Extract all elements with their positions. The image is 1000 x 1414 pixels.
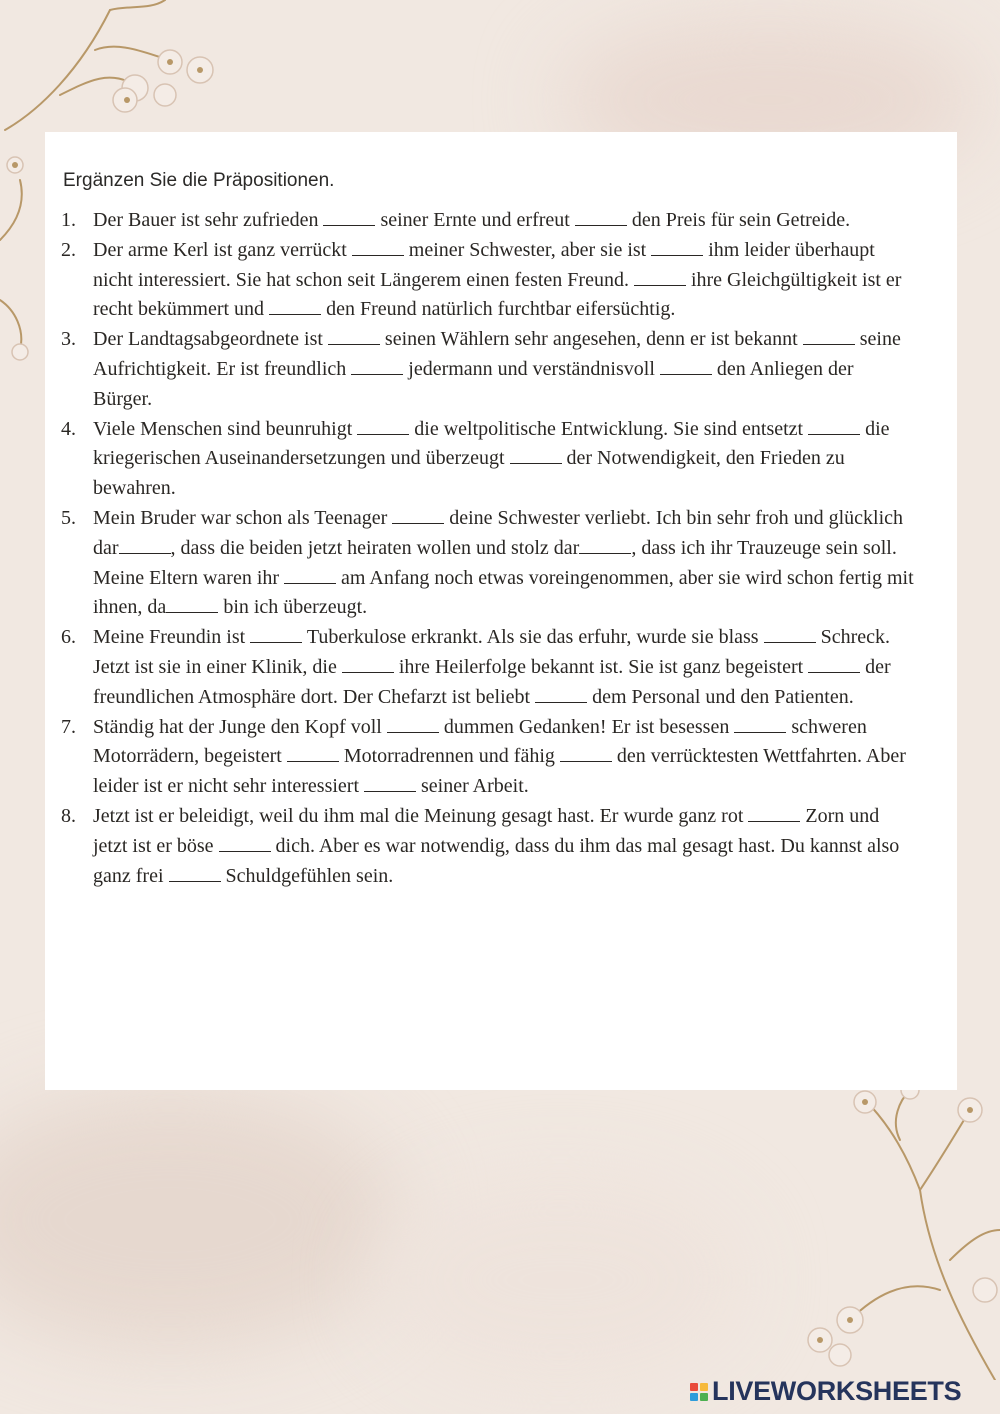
exercise-text-segment: Schreck. Jetzt ist sie in einer Klinik, die <box>93 626 890 678</box>
exercise-number: 7. <box>61 715 76 738</box>
answer-blank[interactable] <box>392 509 444 524</box>
exercise-text-segment: der Notwendigkeit, den Frieden zu bewahren. <box>93 447 845 500</box>
exercise-text-segment: seiner Ernte und erfreut <box>375 209 575 231</box>
exercise-text-segment: den Anliegen der Bürger. <box>93 357 854 410</box>
exercise-text-segment: Der Landtagsabgeordnete ist <box>93 328 328 351</box>
exercise-text-segment: ihre Gleichgültigkeit ist er recht bekümmert und <box>93 268 902 321</box>
exercise-text-segment: den Preis für sein Getreide. <box>626 209 851 231</box>
exercise-number: 2. <box>61 238 76 261</box>
exercise-text-segment: dich. Aber es war notwendig, dass du ihm das mal gesagt hast. Du kannst also ganz frei <box>93 834 900 887</box>
exercise-text-segment: Meine Freundin ist <box>93 626 251 649</box>
exercise-text <box>93 236 917 325</box>
exercise-list <box>61 206 917 891</box>
answer-blank[interactable] <box>119 539 171 554</box>
answer-blank[interactable] <box>808 658 860 673</box>
exercise-item <box>61 415 917 504</box>
exercise-number: 3. <box>61 328 76 351</box>
exercise-item <box>61 623 917 712</box>
logo-square <box>700 1393 708 1401</box>
exercise-text-segment: Schuldgefühlen sein. <box>220 864 394 887</box>
exercise-text-segment: , dass die beiden jetzt heiraten wollen und stolz dar <box>170 536 580 559</box>
exercise-text-segment: den verrücktesten Wettfahrten. Aber leider ist er nicht sehr interessiert <box>93 745 906 798</box>
answer-blank[interactable] <box>634 271 686 286</box>
exercise-item <box>61 206 917 236</box>
exercise-text-segment: den Freund natürlich furchtbar eifersüchtig. <box>321 298 676 321</box>
exercise-text-segment: dummen Gedanken! Er ist besessen <box>438 715 735 738</box>
exercise-text-segment: Tuberkulose erkrankt. Als sie das erfuhr, wurde sie blass <box>302 626 764 649</box>
exercise-number: 5. <box>61 506 76 529</box>
answer-blank[interactable] <box>579 539 631 554</box>
exercise-text <box>93 713 917 802</box>
answer-blank[interactable] <box>803 330 855 345</box>
answer-blank[interactable] <box>284 569 336 584</box>
exercise-text <box>93 623 917 712</box>
exercise-text <box>93 415 917 504</box>
answer-blank[interactable] <box>323 211 375 226</box>
answer-blank[interactable] <box>250 628 302 643</box>
exercise-text-segment: Der Bauer ist sehr zufrieden <box>93 209 324 231</box>
answer-blank[interactable] <box>748 807 800 822</box>
liveworksheets-wordmark: LIVEWORKSHEETS <box>712 1376 962 1406</box>
exercise-text-segment: seinen Wählern sehr angesehen, denn er ist bekannt <box>379 328 803 351</box>
answer-blank[interactable] <box>660 360 712 375</box>
logo-square <box>690 1393 698 1401</box>
exercise-text-segment: Viele Menschen sind beunruhigt <box>93 417 358 440</box>
exercise-text-segment: schweren Motorrädern, begeistert <box>93 715 867 768</box>
answer-blank[interactable] <box>560 747 612 762</box>
exercise-item <box>61 325 917 414</box>
answer-blank[interactable] <box>342 658 394 673</box>
logo-square <box>690 1383 698 1391</box>
exercise-item <box>61 236 917 325</box>
exercise-text-segment: Motorradrennen und fähig <box>338 745 560 768</box>
exercise-text-segment: seine Aufrichtigkeit. Er ist freundlich <box>93 328 901 380</box>
answer-blank[interactable] <box>364 777 416 792</box>
exercise-number: 1. <box>61 209 76 231</box>
answer-blank[interactable] <box>651 241 703 256</box>
logo-square <box>700 1383 708 1391</box>
exercise-text-segment: seiner Arbeit. <box>416 775 529 798</box>
answer-blank[interactable] <box>764 628 816 643</box>
exercise-item <box>61 802 917 891</box>
exercise-item <box>61 504 917 623</box>
answer-blank[interactable] <box>387 718 439 733</box>
exercise-text-segment: der freundlichen Atmosphäre dort. Der Chefarzt ist beliebt <box>93 655 891 708</box>
exercise-item <box>61 713 917 802</box>
exercise-text <box>93 504 917 623</box>
answer-blank[interactable] <box>575 211 627 226</box>
answer-blank[interactable] <box>808 420 860 435</box>
answer-blank[interactable] <box>219 837 271 852</box>
exercise-number: 6. <box>61 626 76 649</box>
floral-twig-bottom-right-icon <box>780 1080 1000 1380</box>
answer-blank[interactable] <box>169 867 221 882</box>
answer-blank[interactable] <box>510 449 562 464</box>
exercise-text <box>93 325 917 414</box>
exercise-text-segment: Zorn und jetzt ist er böse <box>93 804 880 857</box>
exercise-number: 8. <box>61 804 76 827</box>
bg-watercolor-blot <box>0 1090 400 1350</box>
exercise-text-segment: ihre Heilerfolge bekannt ist. Sie ist ganz begeistert <box>393 655 809 678</box>
exercise-text-segment: Ständig hat der Junge den Kopf voll <box>93 715 387 738</box>
exercise-text-segment: meiner Schwester, aber sie ist <box>403 238 652 261</box>
answer-blank[interactable] <box>535 688 587 703</box>
exercise-text-segment: dem Personal und den Patienten. <box>587 685 854 708</box>
worksheet-instruction: Ergänzen Sie die Präpositionen. <box>63 170 335 191</box>
exercise-text-segment: am Anfang noch etwas voreingenommen, aber sie wird schon fertig mit ihnen, da <box>93 566 914 619</box>
answer-blank[interactable] <box>734 718 786 733</box>
answer-blank[interactable] <box>351 360 403 375</box>
exercise-text <box>93 802 917 891</box>
answer-blank[interactable] <box>357 420 409 435</box>
answer-blank[interactable] <box>328 330 380 345</box>
exercise-text-segment: deine Schwester verliebt. Ich bin sehr froh und glücklich dar <box>93 506 903 559</box>
bg-watercolor-blot <box>380 1180 740 1380</box>
exercise-text-segment: ihm leider überhaupt nicht interessiert. Sie hat schon seit Längerem einen festen Freund. <box>93 238 875 291</box>
exercise-text-segment: die kriegerischen Auseinandersetzungen und überzeugt <box>93 417 890 470</box>
liveworksheets-logo-icon <box>690 1383 708 1401</box>
exercise-text-segment: die weltpolitische Entwicklung. Sie sind entsetzt <box>409 417 809 440</box>
worksheet-page <box>45 132 957 1090</box>
liveworksheets-logo <box>690 1376 961 1407</box>
answer-blank[interactable] <box>269 300 321 315</box>
exercise-text-segment: Jetzt ist er beleidigt, weil du ihm mal die Meinung gesagt hast. Er wurde ganz rot <box>93 804 749 827</box>
exercise-text-segment: jedermann und verständnisvoll <box>403 357 660 380</box>
answer-blank[interactable] <box>287 747 339 762</box>
exercise-text-segment: , dass ich ihr Trauzeuge sein soll. Meine Eltern waren ihr <box>93 536 897 589</box>
exercise-text-segment: bin ich überzeugt. <box>218 596 368 619</box>
answer-blank[interactable] <box>166 598 218 613</box>
answer-blank[interactable] <box>352 241 404 256</box>
exercise-text <box>93 206 917 236</box>
exercise-text-segment: Mein Bruder war schon als Teenager <box>93 506 393 529</box>
exercise-number: 4. <box>61 417 76 440</box>
exercise-text-segment: Der arme Kerl ist ganz verrückt <box>93 238 352 261</box>
